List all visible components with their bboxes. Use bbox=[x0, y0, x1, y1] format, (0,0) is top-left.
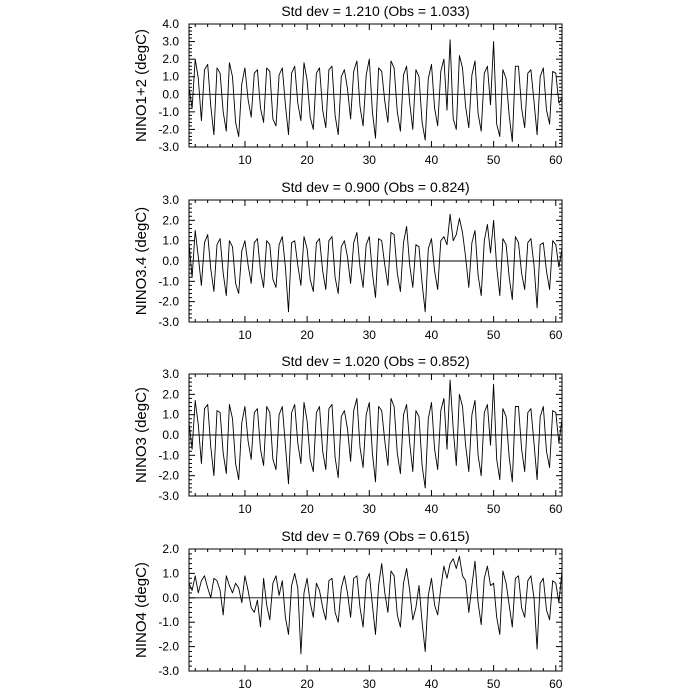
y-tick-label: 0.0 bbox=[162, 254, 179, 268]
x-tick-label: 50 bbox=[486, 677, 501, 691]
panel-3 bbox=[133, 353, 563, 516]
x-tick-label: 40 bbox=[424, 677, 439, 691]
y-tick-label: -1.0 bbox=[158, 104, 179, 119]
y-tick-label: -1.0 bbox=[158, 448, 179, 463]
panel-title: Std dev = 0.769 (Obs = 0.615) bbox=[281, 528, 470, 544]
x-tick-label: 20 bbox=[300, 677, 314, 691]
x-tick-label: 30 bbox=[362, 328, 376, 342]
x-tick-label: 30 bbox=[362, 153, 376, 167]
panel-title: Std dev = 1.210 (Obs = 1.033) bbox=[281, 3, 470, 19]
x-tick-label: 10 bbox=[238, 677, 252, 691]
x-tick-label: 10 bbox=[238, 328, 252, 342]
y-tick-label: -2.0 bbox=[158, 294, 179, 309]
y-tick-label: 3.0 bbox=[162, 367, 179, 381]
y-tick-label: 2.0 bbox=[162, 52, 179, 67]
y-tick-label: -3.0 bbox=[158, 140, 179, 154]
plot-frame bbox=[189, 549, 562, 671]
series-line bbox=[189, 556, 562, 654]
series-line bbox=[189, 40, 562, 142]
y-tick-label: 3.0 bbox=[162, 193, 179, 207]
panel-1 bbox=[133, 3, 563, 167]
x-tick-label: 40 bbox=[424, 328, 439, 342]
y-tick-label: 1.0 bbox=[162, 407, 179, 422]
y-tick-label: 0.0 bbox=[162, 428, 179, 442]
panel-title: Std dev = 0.900 (Obs = 0.824) bbox=[281, 179, 470, 195]
x-tick-label: 50 bbox=[486, 502, 501, 516]
y-tick-label: 1.0 bbox=[162, 233, 179, 248]
y-axis-label: NINO1+2 (degC) bbox=[133, 29, 150, 142]
x-tick-label: 30 bbox=[362, 502, 376, 516]
y-tick-label: 2.0 bbox=[162, 542, 179, 556]
panel-4 bbox=[133, 528, 563, 691]
y-tick-label: -2.0 bbox=[158, 468, 179, 483]
y-tick-label: -3.0 bbox=[158, 315, 179, 329]
x-tick-label: 40 bbox=[424, 153, 439, 167]
y-tick-label: -3.0 bbox=[158, 664, 179, 678]
x-tick-label: 60 bbox=[549, 328, 563, 342]
y-tick-label: 3.0 bbox=[162, 34, 179, 49]
y-tick-label: -2.0 bbox=[158, 639, 179, 654]
y-tick-label: 2.0 bbox=[162, 213, 179, 228]
y-tick-label: 0.0 bbox=[162, 590, 179, 605]
x-tick-label: 20 bbox=[300, 153, 314, 167]
x-tick-label: 60 bbox=[549, 677, 563, 691]
y-tick-label: 2.0 bbox=[162, 387, 179, 402]
y-tick-label: 0.0 bbox=[162, 87, 179, 102]
x-tick-label: 20 bbox=[300, 502, 314, 516]
x-tick-label: 60 bbox=[549, 502, 563, 516]
y-axis-label: NINO3.4 (degC) bbox=[133, 206, 150, 316]
y-tick-label: 4.0 bbox=[162, 17, 179, 31]
series-line bbox=[189, 380, 562, 488]
x-tick-label: 30 bbox=[362, 677, 376, 691]
y-axis-label: NINO3 (degC) bbox=[133, 387, 150, 483]
x-tick-label: 40 bbox=[424, 502, 439, 516]
panel-title: Std dev = 1.020 (Obs = 0.852) bbox=[281, 353, 470, 369]
y-tick-label: -1.0 bbox=[158, 615, 179, 630]
y-tick-label: -3.0 bbox=[158, 489, 179, 503]
y-tick-label: -1.0 bbox=[158, 274, 179, 289]
x-tick-label: 50 bbox=[486, 328, 501, 342]
y-tick-label: 1.0 bbox=[162, 69, 179, 84]
series-line bbox=[189, 214, 562, 312]
y-axis-label: NINO4 (degC) bbox=[133, 562, 150, 658]
x-tick-label: 60 bbox=[549, 153, 563, 167]
y-tick-label: 1.0 bbox=[162, 566, 179, 581]
y-tick-label: -2.0 bbox=[158, 122, 179, 137]
x-tick-label: 50 bbox=[486, 153, 501, 167]
panel-2 bbox=[133, 179, 563, 342]
x-tick-label: 10 bbox=[238, 502, 252, 516]
x-tick-label: 20 bbox=[300, 328, 314, 342]
x-tick-label: 10 bbox=[238, 153, 252, 167]
